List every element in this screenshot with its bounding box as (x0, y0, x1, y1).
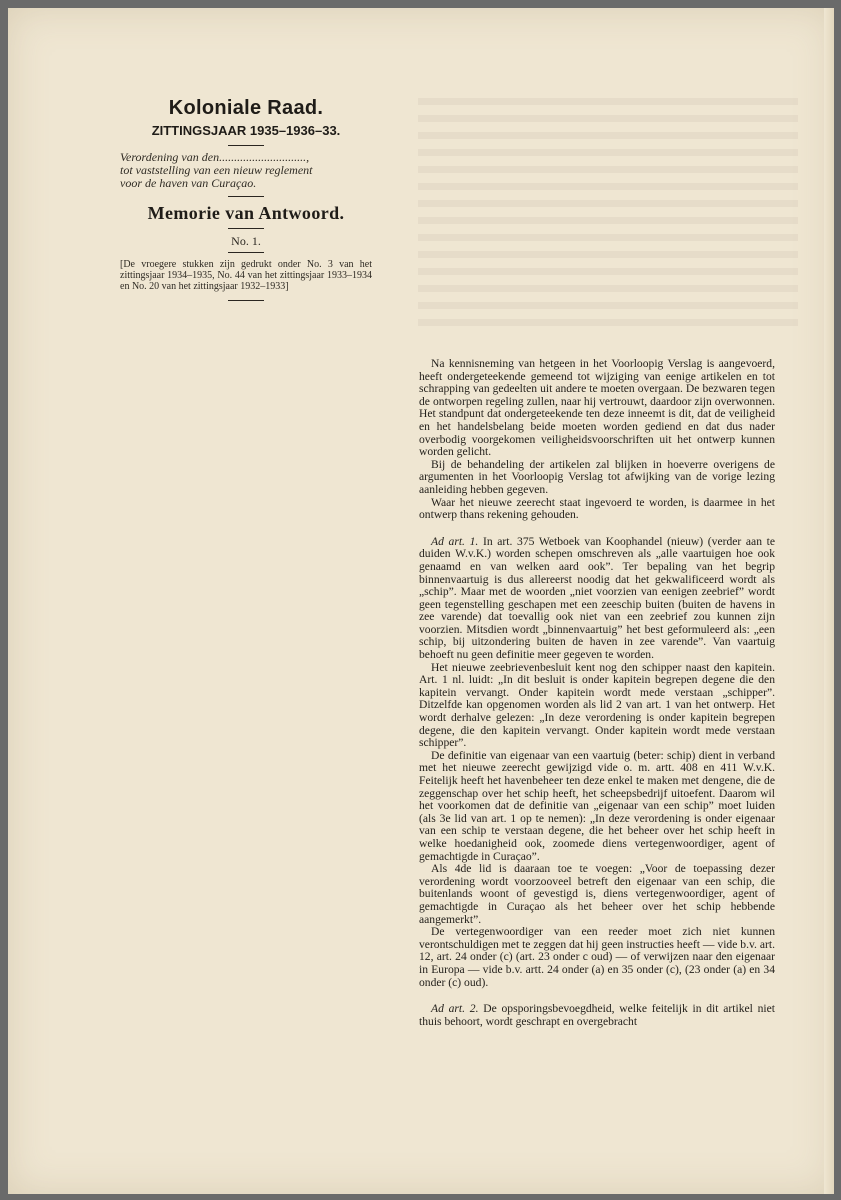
subject-line: Verordening van den............................., (120, 150, 310, 164)
document-title: Memorie van Antwoord. (147, 203, 345, 223)
divider (228, 196, 264, 197)
article-label: Ad art. 2. (431, 1002, 479, 1016)
article-text: In art. 375 Wetboek van Koophandel (nieuw) (verder aan te duiden W.v.K.) worden schepen omschreven als „alle vaartuigen hoe ook genaamd en van welken aard ook”. Ter bepaling van het begrip binnenvaartuig is dus allereerst noodig dat het gekwalificeerd wordt als „schip”. Maar met de woorden „niet voorzien van eenigen zeebrief” wordt geen tegenstelling geschapen met een zeeschip buiten (buiten de havens in zee varende) dat toevallig ook niet van een zeebrief zou kunnen zijn voorzien. Mitsdien wordt „binnenvaartuig” het best geformuleerd als: „een schip, bij uitzondering buiten de haven in zee varende”. Van vaartuig behoeft nu geen definitie meer gegeven te worden. (419, 534, 775, 662)
article-2-paragraph (419, 1003, 775, 1028)
prior-documents-note: [De vroegere stukken zijn gedrukt onder No. 3 van het zittingsjaar 1934–1935, No. 44 van het zittingsjaar 1933–1934 en No. 20 van het zittingsjaar 1932–1933] (120, 259, 372, 292)
page-edge (824, 8, 834, 1194)
paragraph: Na kennisneming van hetgeen in het Voorloopig Verslag is aangevoerd, heeft ondergeteekende gemeend tot wijziging van eenige artikelen en tot schrapping van gedeelten uit andere te moeten overgaan. De bezwaren tegen de ontworpen regeling zullen, naar hij vertrouwt, daardoor zijn overwonnen. Het standpunt dat ondergeteekende ten deze inneemt is dit, dat de veiligheid en het handelsbelang beide moeten worden gediend en dat dus nader overbodig voorgekomen veiligheidsvoorschriften uit het ontwerp kunnen worden gelicht. (419, 357, 775, 459)
paragraph: Bij de behandeling der artikelen zal blijken in hoeverre overigens de argumenten in het Voorloopig Verslag tot afwijking van de vorige lezing aanleiding hebben gegeven. (419, 457, 775, 496)
divider (228, 252, 264, 253)
body-text (419, 358, 775, 1028)
document-page (8, 8, 834, 1194)
divider (228, 228, 264, 229)
subject-line: tot vaststelling van een nieuw reglement (120, 163, 313, 177)
divider (228, 145, 264, 146)
document-header (116, 96, 376, 306)
paragraph: De vertegenwoordiger van een reeder moet zich niet kunnen verontschuldigen met te zeggen dat hij geen instructies heeft — vide b.v. art. 12, art. 24 onder (c) (art. 23 onder c oud) — of verwijzen naar den eigenaar in Europa — vide b.v. artt. 24 onder (a) en 35 onder (c), (23 onder (a) en 34 onder (c) oud). (419, 925, 775, 989)
document-number: No. 1. (231, 234, 261, 248)
subject-line: voor de haven van Curaçao. (120, 176, 257, 190)
paragraph: Als 4de lid is daaraan toe te voegen: „Voor de toepassing dezer verordening wordt voorzooveel betreft den eigenaar van een schip, die buitenlands woont of gevestigd is, diens vertegenwoordiger, agent of gemachtigde in Curaçao als het beheer over het schip hebbende aangemerkt”. (419, 862, 775, 926)
paragraph: De definitie van eigenaar van een vaartuig (beter: schip) dient in verband met het nieuwe zeerecht gewijzigd vide o. m. artt. 408 en 411 W.v.K. Feitelijk heeft het havenbeheer ten deze enkel te maken met dengene, die de zeggenschap over het schip heeft, het scheepsbedrijf uitoefent. Daarom wil het voorkomen dat de definitie van „eigenaar van een schip” moet luiden (als 3e lid van art. 1 op te nemen): „In deze verordening is onder eigenaar van een schip te verstaan degene, die het beheer over het schip heeft in welke hoedanigheid ook, zoomede diens vertegenwoordiger, agent of gemachtigde in Curaçao”. (419, 748, 775, 863)
article-1-paragraph (419, 536, 775, 662)
paragraph: Waar het nieuwe zeerecht staat ingevoerd te worden, is daarmee in het ontwerp thans rekening gehouden. (419, 495, 775, 522)
bleed-through-text (418, 88, 798, 338)
session-year: ZITTINGSJAAR 1935–1936–33. (151, 123, 341, 138)
divider (228, 300, 264, 301)
council-title: Koloniale Raad. (168, 97, 324, 119)
article-text: De opsporingsbevoegdheid, welke feitelijk in dit artikel niet thuis behoort, wordt geschrapt en overgebracht (419, 1002, 775, 1028)
article-label: Ad art. 1. (431, 534, 479, 548)
paragraph: Het nieuwe zeebrievenbesluit kent nog den schipper naast den kapitein. Art. 1 nl. luidt: „In dit besluit is onder kapitein begrepen degene die den kapitein vervangt. Onder kapitein wordt mede verstaan „schipper”. Ditzelfde kan opgenomen worden als lid 2 van art. 1 van het ontwerp. Het wordt derhalve gelezen: „In deze verordening is onder kapitein begrepen degene, die den kapitein vervangt. Onder kapitein wordt mede verstaan schipper”. (419, 660, 775, 750)
ordinance-subject (116, 151, 376, 190)
